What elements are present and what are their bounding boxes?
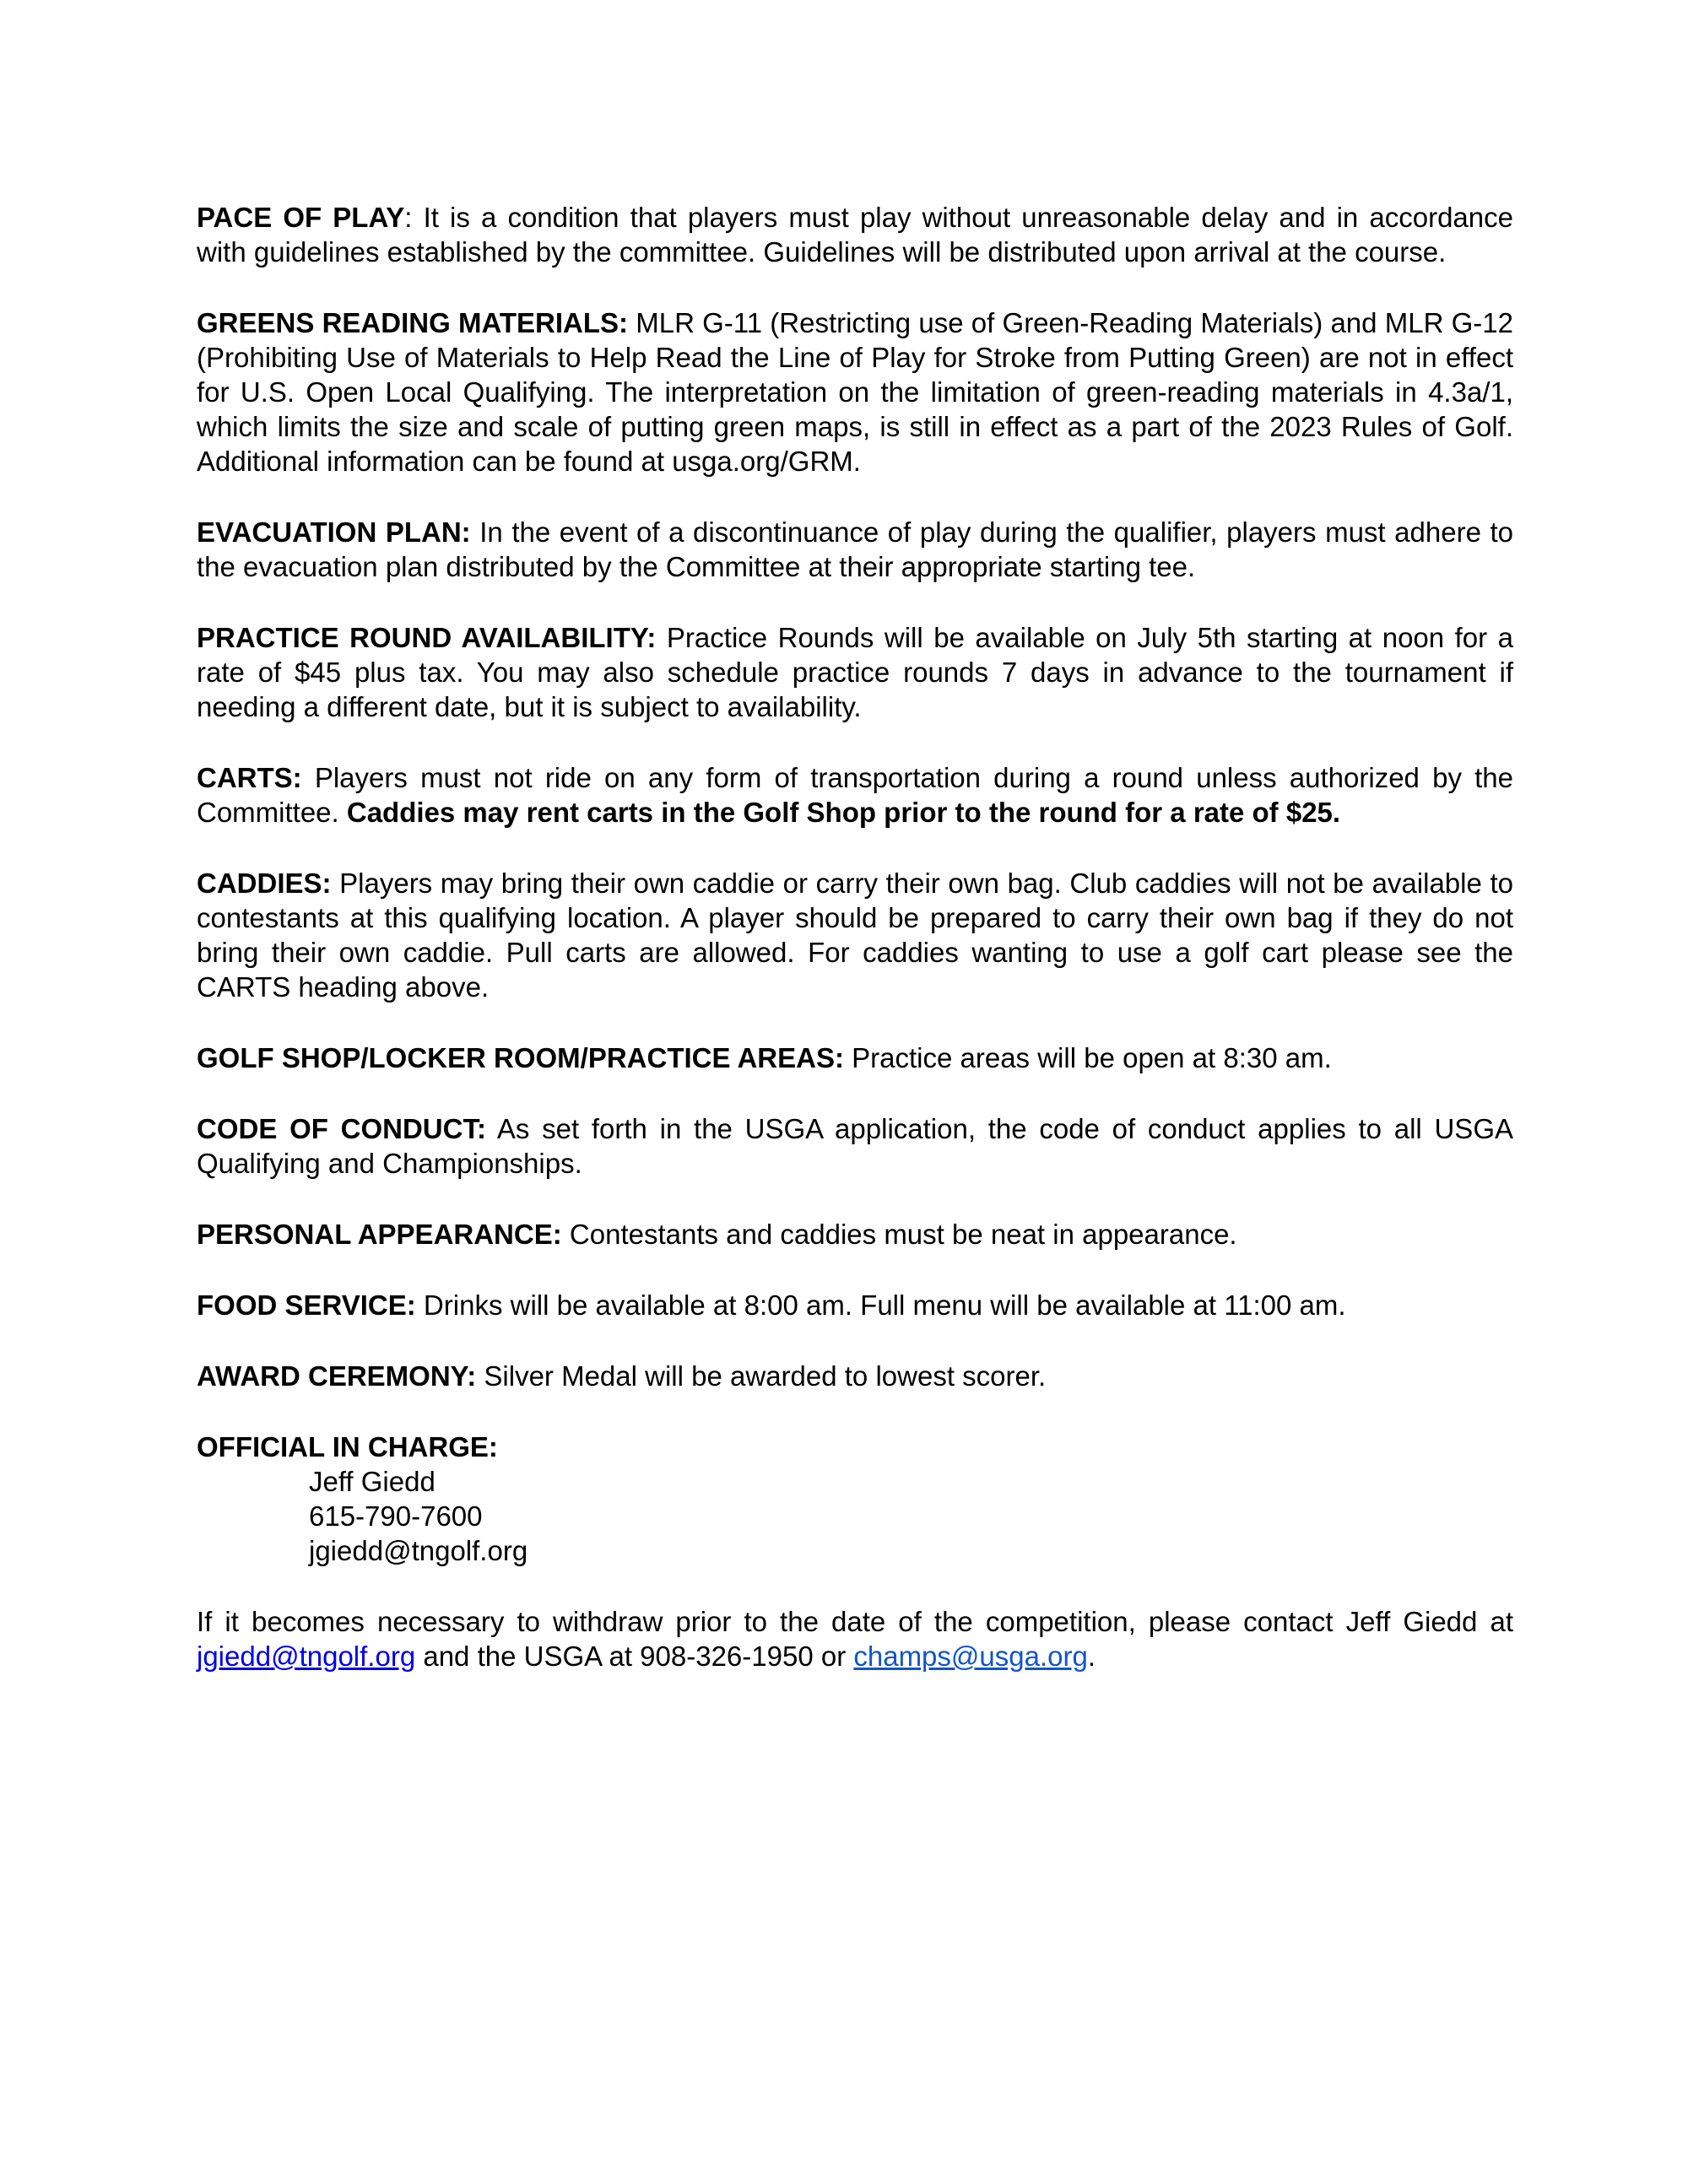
withdrawal-text-middle: and the USGA at 908-326-1950 or	[415, 1641, 854, 1672]
section-text-evacuation-plan: In the event of a discontinuance of play during the qualifier, players must adhere to the evacuation plan distributed by the Committee at their appropriate starting tee.	[197, 516, 1514, 582]
official-in-charge-section	[197, 1430, 1513, 1568]
paragraph-food-service	[197, 1288, 1513, 1322]
paragraph-withdrawal-notice	[197, 1604, 1513, 1673]
paragraph-personal-appearance	[197, 1217, 1513, 1251]
section-text-code-of-conduct: As set forth in the USGA application, the code of conduct applies to all USGA Qualifying and Championships.	[197, 1113, 1513, 1179]
section-text-food-service: Drinks will be available at 8:00 am. Full menu will be available at 11:00 am.	[415, 1289, 1346, 1321]
paragraph-award-ceremony	[197, 1359, 1513, 1393]
section-text-golf-shop-locker-room-practice-areas: Practice areas will be open at 8:30 am.	[843, 1042, 1332, 1073]
section-text-carts: Players must not ride on any form of transportation during a round unless authorized by the Committee.	[197, 762, 1513, 828]
section-label-practice-round-availability: PRACTICE ROUND AVAILABILITY:	[197, 622, 657, 653]
section-text-pace-of-play: : It is a condition that players must play without unreasonable delay and in accordance with guidelines established by the committee. Guidelines will be distributed upon arrival at the course.	[197, 202, 1513, 268]
email-link-jgiedd[interactable]: jgiedd@tngolf.org	[197, 1641, 416, 1672]
section-label-award-ceremony: AWARD CEREMONY:	[197, 1360, 477, 1392]
contact-phone: 615-790-7600	[309, 1500, 483, 1532]
section-label-caddies: CADDIES:	[197, 868, 332, 899]
contact-email: jgiedd@tngolf.org	[309, 1535, 528, 1566]
section-label-pace-of-play: PACE OF PLAY	[197, 202, 405, 233]
paragraph-carts	[197, 760, 1513, 830]
paragraph-golf-shop-locker-room-practice-areas	[197, 1041, 1513, 1075]
section-text-caddies: Players may bring their own caddie or carry their own bag. Club caddies will not be available to contestants at this qualifying location. A player should be prepared to carry their own bag if they do not bring their own caddie. Pull carts are allowed. For caddies wanting to use a golf cart please see the CARTS heading above.	[197, 868, 1513, 1003]
section-label-food-service: FOOD SERVICE:	[197, 1289, 416, 1321]
section-label-greens-reading-materials: GREENS READING MATERIALS:	[197, 307, 629, 338]
section-text-practice-round-availability: Practice Rounds will be available on July 5th starting at noon for a rate of $45 plus tax. You may also schedule practice rounds 7 days in advance to the tournament if needing a different date, but it is subject to availability.	[197, 622, 1513, 722]
section-bold-text-carts: Caddies may rent carts in the Golf Shop prior to the round for a rate of $25.	[346, 797, 1341, 828]
section-label-golf-shop-locker-room-practice-areas: GOLF SHOP/LOCKER ROOM/PRACTICE AREAS:	[197, 1042, 844, 1073]
section-label-carts: CARTS:	[197, 762, 302, 793]
official-contact-block	[197, 1464, 1513, 1568]
section-label-code-of-conduct: CODE OF CONDUCT:	[197, 1113, 486, 1144]
section-label-official-in-charge	[197, 1430, 1513, 1464]
paragraph-caddies	[197, 866, 1513, 1004]
withdrawal-text-before: If it becomes necessary to withdraw prior to the date of the competition, please contact Jeff Giedd at	[197, 1606, 1513, 1637]
contact-name: Jeff Giedd	[309, 1466, 436, 1497]
official-in-charge-heading: OFFICIAL IN CHARGE:	[197, 1431, 498, 1462]
email-link-champs[interactable]: champs@usga.org	[853, 1641, 1088, 1672]
section-text-greens-reading-materials: MLR G-11 (Restricting use of Green-Reading Materials) and MLR G-12 (Prohibiting Use of Materials to Help Read the Line of Play for Stroke from Putting Green) are not in effect for U.S. Open Local Qualifying. The interpretation on the limitation of green-reading materials in 4.3a/1, which limits the size and scale of putting green maps, is still in effect as a part of the 2023 Rules of Golf. Additional information can be found at usga.org/GRM.	[197, 307, 1513, 477]
section-label-personal-appearance: PERSONAL APPEARANCE:	[197, 1219, 562, 1250]
paragraph-practice-round-availability	[197, 620, 1513, 724]
paragraph-evacuation-plan	[197, 515, 1513, 584]
paragraph-greens-reading-materials	[197, 305, 1513, 478]
section-text-personal-appearance: Contestants and caddies must be neat in appearance.	[561, 1219, 1237, 1250]
withdrawal-text-after: .	[1087, 1641, 1096, 1672]
section-text-award-ceremony: Silver Medal will be awarded to lowest scorer.	[476, 1360, 1047, 1392]
paragraph-code-of-conduct	[197, 1111, 1513, 1181]
paragraph-pace-of-play	[197, 200, 1513, 269]
section-label-evacuation-plan: EVACUATION PLAN:	[197, 516, 471, 548]
